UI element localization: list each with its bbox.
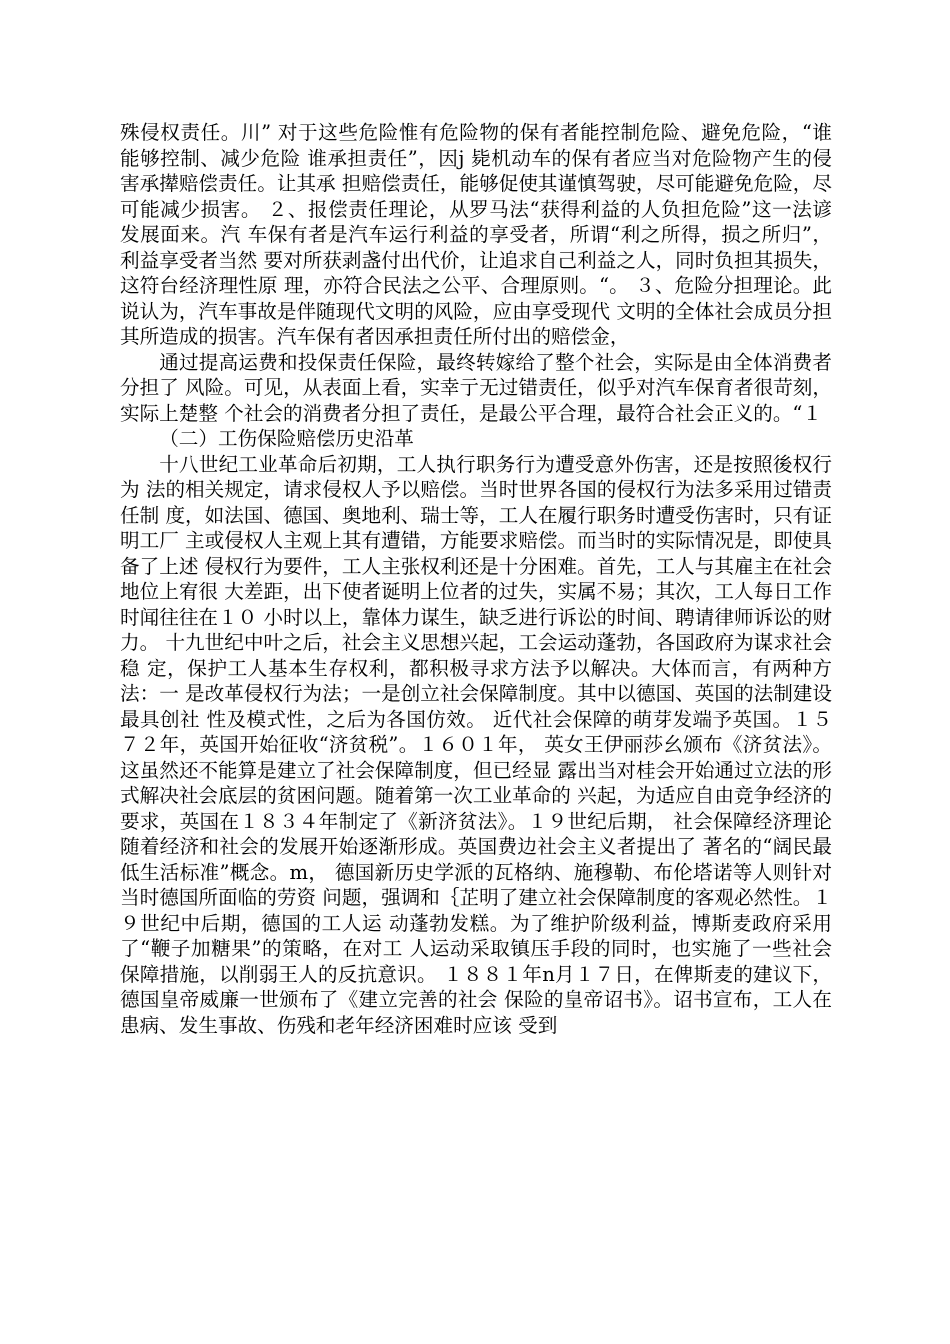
section-heading: （二）工伤保险赔偿历史沿革 — [159, 427, 414, 450]
document-page — [120, 120, 832, 1038]
paragraph-risk-transfer: 通过提高运费和投保责任保险，最终转嫁给了整个社会，实际是由全体消费者分担了 风险。可见，从表面上看，实幸亍无过错责任，似乎对汽车保育者很苛刻，实际上楚整 个社会的消费者分担了责任，是最公平合理，最符合社会正义的。“１ — [120, 350, 832, 425]
paragraph-history: 十八世纪工业革命后初期，工人执行职务行为遭受意外伤害，还是按照後权行为 法的相关规定，请求侵权人予以赔偿。当时世界各国的侵权行为法多采用过错责任制 度，如法国、德国、奥地利、瑞士等，工人在履行职务时遭受伤害时，只有证明工厂 主或侵权人主观上其有遭错，方能要求赔偿。而当时的实际情况是，即使具备了上述 侵权行为要件，工人主张权利还是十分困难。首先，工人与其雇主在社会地位上宥很 大差距，出下使者诞明上位者的过失，实属不易；其次，工人每日工作时闻往往在１０ 小时以上，靠体力谋生，缺乏进行诉讼的时间、聘请律师诉讼的财力。 十九世纪中叶之后，社会主义思想兴起，工会运动蓬勃，各国政府为谋求社会稳 定，保护工人基本生存权利，都积极寻求方法予以解决。大体而言，有两种方法：一 是改革侵权行为法；一是创立社会保障制度。其中以德国、英国的法制建设最具创社 性及模式性，之后为各国仿效。 近代社会保障的萌芽发端予英国。１５７２年，英国开始征收“济贫税”。１６０１年， 英女王伊丽莎幺颁布《济贫法》。这虽然还不能算是建立了社会保障制度，但已经显 露出当对桂会开始通过立法的形式解决社会底层的贫困问题。随着第一次工业革命的 兴起，为适应自由竞争经济的要求，英国在１８３４年制定了《新济贫法》。１９世纪后期， 社会保障经济理论随着经济和社会的发展开始逐渐形成。英国费边社会主义者提出了 著名的“阔民最低生活标准”概念。m， 德国新历史学派的瓦格纳、施穆勒、布伦塔诺等人则针对当时德国所面临的劳资 问题，强调和｛芷明了建立社会保障制度的客观必然性。１９世纪中后期，德国的工人运 动蓬勃发糕。为了维护阶级利益，博斯麦政府采用了“鞭子加糖果”的策略，在对工 人运动采取镇压手段的同时，也实施了一些社会保障措施，以削弱王人的反抗意识。 １８８１年n月１７日，在俾斯麦的建议下，德国皇帝威廉一世颁布了《建立完善的社会 保险的皇帝诏书》。诏书宣布，工人在患病、发生事故、伤残和老年经济困难时应该 受到 — [120, 452, 832, 1037]
paragraph-liability-theories: 殊侵权责任。川” 对于这些危险惟有危险物的保有者能控制危险、避免危险，“谁能够控制、减少危险 谁承担责任”，因j 毙机动车的保有者应当对危险物产生的侵害承撵赔偿责任。让其承 担赔偿责任，能够促使其谨慎驾驶，尽可能避免危险，尽可能减少损害。 ２、报偿责任理论，从罗马法“获得利益的人负担危险”这一法谚发展面来。汽 车保有者是汽车运行利益的享受者，所谓“利之所得，损之所归”，利益享受者当然 要对所获剥盏付出代价，让追求自己利益之人，同时负担其损失，这符台经济理性原 理，亦符合民法之公平、合理原则。“。 ３、危险分担理论。此说认为，汽车事故是伴随现代文明的风险，应由享受现代 文明的全体社会成员分担其所造成的损害。汽车保有者因承担责任所付出的赔偿金， — [120, 121, 832, 348]
